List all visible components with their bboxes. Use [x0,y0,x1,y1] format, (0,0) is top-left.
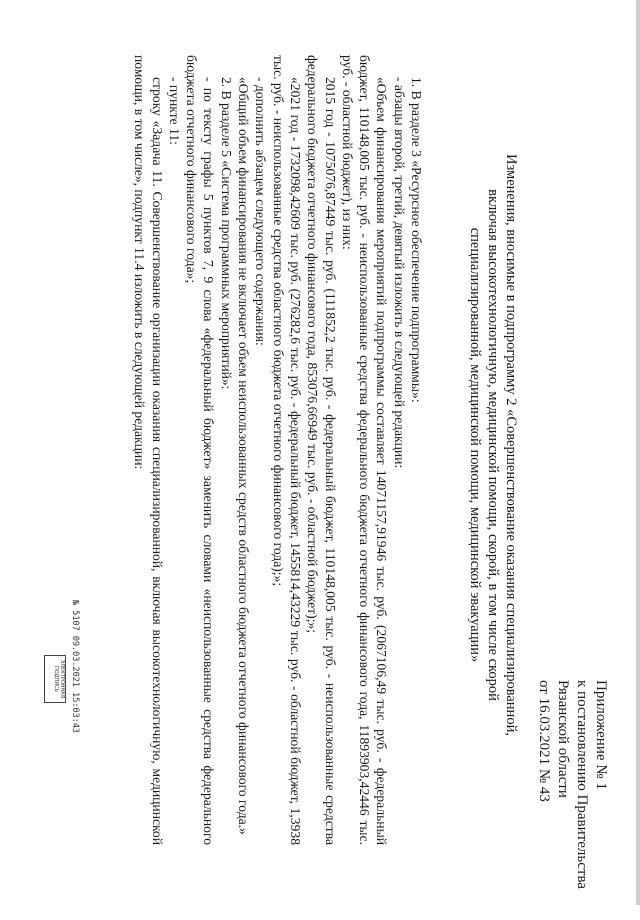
attachment-block [534,680,610,920]
paragraph: - абзацы второй, третий, девятый изложить в следующей редакции: [391,77,407,469]
attachment-line-3: Рязанской области [555,680,571,798]
document-body [131,55,425,845]
scan-edge [636,0,640,905]
signature-stamp: ЭЛЕКТРОННАЯ ПОДПИСЬ [44,655,66,703]
paragraph: «Объем финансирования мероприятий подпрограммы составляет 14071157,91946 тыс. руб. (2067106,49 тыс. руб. - федеральный бюджет, 110148,005 тыс. руб. - неиспользованные средства федерального бюджета отчетного финансового года, 11893903,42446 тыс. руб. - областной бюджет), из них: [339,55,390,845]
attachment-line-2: к постановлению Правительства [574,680,590,889]
attachment-line-4: от 16.03.2021 № 43 [536,680,552,802]
title-line-3: специализированной, медицинской помощи, медицинской эвакуации» [467,227,483,663]
document-title [466,140,520,750]
title-line-2: включая высокотехнологичную, медицинской помощи, скорой, в том числе скорой [485,189,501,701]
attachment-line-1: Приложение № 1 [593,680,609,790]
registration-footer: № 5107 09.03.2021 15:03:43 [70,600,80,734]
paragraph: 2. В разделе 5 «Система программных мероприятий»: [218,77,234,390]
paragraph: «Общий объем финансирования не включает объем неиспользованных средств областного бюджета отчетного финансового года.» [236,77,252,835]
paragraph: - дополнить абзацем следующего содержания: [253,77,269,346]
paragraph: 2015 год - 1075076,87449 тыс. руб. (111852,2 тыс. руб. - федеральный бюджет, 110148,005 тыс. руб. - неиспользованные средства федерального бюджета отчетного финансового года, 853076,66949 тыс. руб. - областной бюджет);»; [305,55,338,845]
paragraph: 1. В разделе 3 «Ресурсное обеспечение подпрограммы»: [409,77,424,403]
paragraph: строку «Задача 11. Совершенствование организации оказания специализированной, включая высокотехнологичную, медицинской помощи, в том числе», подпункт 11.4 изложить в следующей редакции: [132,55,165,845]
paragraph: - по тексту графы 5 пунктов 7, 9 слова «федеральный бюджет» заменить словами «неиспользованные средства федерального бюджета отчетного финансового года»; [184,55,217,845]
paragraph: - пункте 11: [166,77,182,145]
title-line-1: Изменения, вносимые в подпрограмму 2 «Совершенствование оказания специализированной, [503,154,519,736]
paragraph: «2021 год - 1732098,42609 тыс. руб. (276282,6 тыс. руб. - федеральный бюджет, 1455814,43229 тыс. руб. - областной бюджет, 1,3938 тыс. руб. - неиспользованные средства областного бюджета отчетного финансового года);»; [270,55,303,845]
